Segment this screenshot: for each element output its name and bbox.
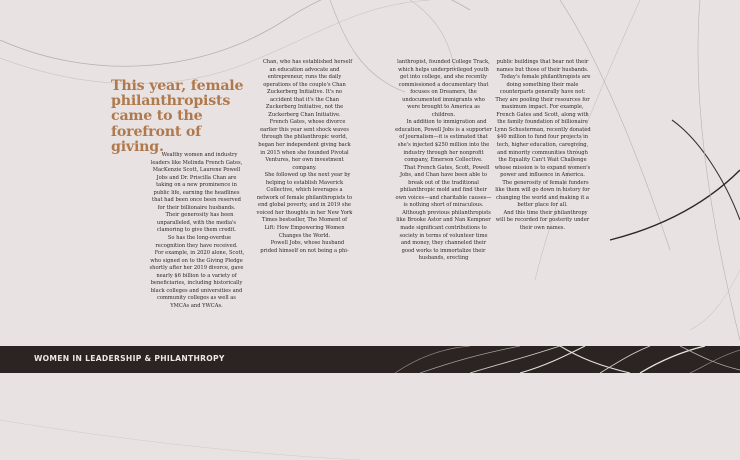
headline: This year, female philanthropists came to the forefront of giving. xyxy=(111,78,244,155)
paragraph: Wealthy women and industry leaders like Melinda French Gates, MacKenzie Scott, Laurene Powell Jobs and Dr. Priscilla Chan are taking on a new prominence in public life, earning the headlines that had been once been reserved for their billionaire husbands. xyxy=(150,152,243,211)
section-title: WOMEN IN LEADERSHIP & PHILANTHROPY xyxy=(34,354,225,363)
paragraph: public buildings that bear not their names but those of their husbands. xyxy=(496,59,589,73)
paragraph: For example, in 2020 alone, Scott, who signed on to the Giving Pledge shortly after her 2019 divorce, gave nearly $6 billion to a variety of beneficiaries, including historically black colleges and universities and community colleges as well as YMCAs and YWCAs. xyxy=(149,250,245,309)
paragraph: Chan, who has established herself an education advocate and entrepreneur, runs the daily operations of the couple's Chan Zuckerberg Initiative. It's no accident that it's the Chan Zuckerberg Initiative, not the Zuckerberg Chan Initiative. xyxy=(262,59,353,118)
article-column-3 xyxy=(395,59,492,263)
section-footer-band xyxy=(0,346,740,373)
paragraph: So has the long-overdue recognition they have received. xyxy=(155,235,238,249)
paragraph: Today's female philanthropists are doing something their male counterparts generally have not: They are pooling their resources for maximum impact. For example, French Gates and Scott, along with the family foundation of billionaire Lynn Schusterman, recently donated $40 million to fund four projects in tech, higher education, caregiving, and minority communities through the Equality Can't Wait Challenge whose mission is to expand women's power and influence in America. xyxy=(494,74,591,179)
paragraph: In addition to immigration and education, Powell Jobs is a supporter of journalism—it is estimated that she's injected $250 million into the industry through her nonprofit company, Emerson Collective. xyxy=(395,119,492,164)
article-column-2 xyxy=(256,59,353,255)
paragraph: The generosity of female funders like them will go down in history for changing the world and making it a better place for all. xyxy=(495,179,590,209)
paragraph: Powell Jobs, whose husband prided himself on not being a phi- xyxy=(260,240,349,254)
article-column-1 xyxy=(148,152,245,310)
paragraph: She followed up the next year by helping to establish Maverick Collective, which leverages a network of female philanthropists to end global poverty, and in 2019 she voiced her thoughts in her New York Times bestseller, The Moment of Lift: How Empowering Women Changes the World. xyxy=(256,172,353,239)
article-column-4 xyxy=(494,59,591,233)
paragraph: lanthropist, founded College Track, which helps underprivileged youth get into college, and she recently commissioned a documentary that focuses on Dreamers, the undocumented immigrants who were brought to America as children. xyxy=(397,59,490,118)
paragraph: French Gates, whose divorce earlier this year sent shock waves through the philanthropic world, began her independent giving back in 2015 when she founded Pivotal Ventures, her own investment company. xyxy=(258,119,351,171)
paragraph: Although previous philanthropists like Brooke Astor and Nan Kempner made significant contributions to society in terms of volunteer time and money, they channeled their good works to immortalize their husbands, erecting xyxy=(396,209,491,262)
paragraph: Their generosity has been unparalleled, with the media's clamoring to give them credit. xyxy=(156,212,237,234)
paragraph: And this time their philanthropy will be recorded for posterity under their own names. xyxy=(495,209,590,232)
paragraph: That French Gates, Scott, Powell Jobs, and Chan have been able to break out of the traditional philanthropic mold and find their own voices—and charitable causes—is nothing short of miraculous. xyxy=(395,164,492,209)
